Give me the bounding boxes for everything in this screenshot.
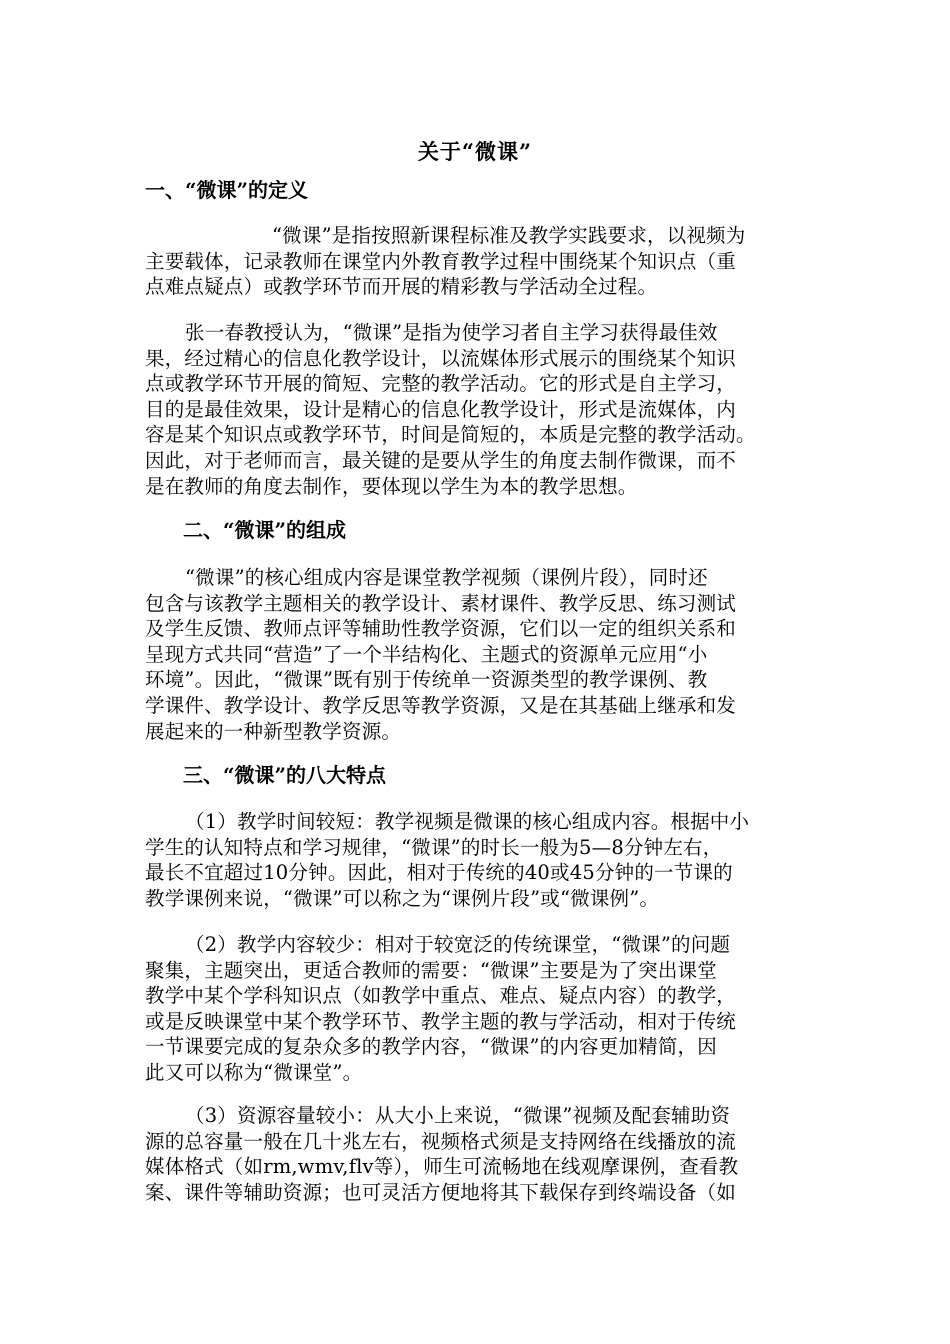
paragraph-line: 张一春教授认为，“微课”是指为使学习者自主学习获得最佳效 <box>185 321 718 344</box>
paragraph-line: 教学课例来说，“微课”可以称之为“课例片段”或“微课例”。 <box>145 886 660 910</box>
paragraph-line: 源的总容量一般在几十兆左右，视频格式须是支持网络在线播放的流 <box>145 1129 737 1153</box>
paragraph-line: （1）教学时间较短：教学视频是微课的核心组成内容。根据中小 <box>185 810 750 833</box>
paragraph-feature-2 <box>145 932 815 1086</box>
paragraph-line: “微课”的核心组成内容是课堂教学视频（课例片段），同时还 <box>185 566 708 589</box>
paragraph-composition <box>145 565 815 744</box>
section-heading-composition: 二、“微课”的组成 <box>183 518 347 542</box>
paragraph-line: 聚集，主题突出，更适合教师的需要：“微课”主要是为了突出课堂 <box>145 958 717 982</box>
paragraph-line: 目的是最佳效果，设计是精心的信息化教学设计，形式是流媒体，内 <box>145 397 737 421</box>
paragraph-line: （2）教学内容较少：相对于较宽泛的传统课堂，“微课”的问题 <box>185 933 731 956</box>
paragraph-feature-1 <box>145 809 815 911</box>
paragraph-line: 此又可以称为“微课堂”。 <box>145 1060 363 1084</box>
section-heading-features: 三、“微课”的八大特点 <box>183 763 387 787</box>
paragraph-line: 点或教学环节开展的简短、完整的教学活动。它的形式是自主学习， <box>145 372 737 396</box>
paragraph-line: 案、课件等辅助资源；也可灵活方便地将其下载保存到终端设备（如 <box>145 1180 737 1204</box>
paragraph-line: 学生的认知特点和学习规律，“微课”的时长一般为5—8分钟左右， <box>145 835 723 859</box>
paragraph-line: 是在教师的角度去制作，要体现以学生为本的教学思想。 <box>145 474 638 498</box>
document-title: 关于“微课” <box>417 139 533 164</box>
paragraph-line: 呈现方式共同“营造”了一个半结构化、主题式的资源单元应用“小 <box>145 642 708 666</box>
paragraph-line: 媒体格式（如rm,wmv,flv等），师生可流畅地在线观摩课例，查看教 <box>145 1155 739 1179</box>
paragraph-line: 容是某个知识点或教学环节，时间是简短的，本质是完整的教学活动。 <box>145 423 756 447</box>
paragraph-line: 果，经过精心的信息化教学设计，以流媒体形式展示的围绕某个知识 <box>145 346 737 370</box>
paragraph-line: 及学生反馈、教师点评等辅助性教学资源，它们以一定的组织关系和 <box>145 617 737 641</box>
paragraph-line: “微课”是指按照新课程标准及教学实践要求，以视频为 <box>272 224 746 247</box>
paragraph-line: 学课件、教学设计、教学反思等教学资源，又是在其基础上继承和发 <box>145 693 737 717</box>
paragraph-line: 最长不宜超过10分钟。因此，相对于传统的40或45分钟的一节课的 <box>145 861 733 885</box>
section-heading-definition: 一、“微课”的定义 <box>145 178 309 202</box>
paragraph-line: 展起来的一种新型教学资源。 <box>145 719 402 743</box>
paragraph-feature-3 <box>145 1103 815 1205</box>
paragraph-definition <box>145 223 815 300</box>
paragraph-line: 因此，对于老师而言，最关键的是要从学生的角度去制作微课，而不 <box>145 448 737 472</box>
paragraph-line: 包含与该教学主题相关的教学设计、素材课件、教学反思、练习测试 <box>145 591 737 615</box>
paragraph-line: 或是反映课堂中某个教学环节、教学主题的教与学活动，相对于传统 <box>145 1009 737 1033</box>
paragraph-line: 环境”。因此，“微课”既有别于传统单一资源类型的教学课例、教 <box>145 668 708 692</box>
paragraph-line: 主要载体，记录教师在课堂内外教育教学过程中围绕某个知识点（重 <box>145 249 737 273</box>
paragraph-zhang-view <box>145 320 815 499</box>
paragraph-line: （3）资源容量较小：从大小上来说，“微课”视频及配套辅助资 <box>185 1104 731 1127</box>
paragraph-line: 教学中某个学科知识点（如教学中重点、难点、疑点内容）的教学， <box>145 984 737 1008</box>
paragraph-line: 一节课要完成的复杂众多的教学内容，“微课”的内容更加精简，因 <box>145 1035 717 1059</box>
paragraph-line: 点难点疑点）或教学环节而开展的精彩教与学活动全过程。 <box>145 275 658 299</box>
